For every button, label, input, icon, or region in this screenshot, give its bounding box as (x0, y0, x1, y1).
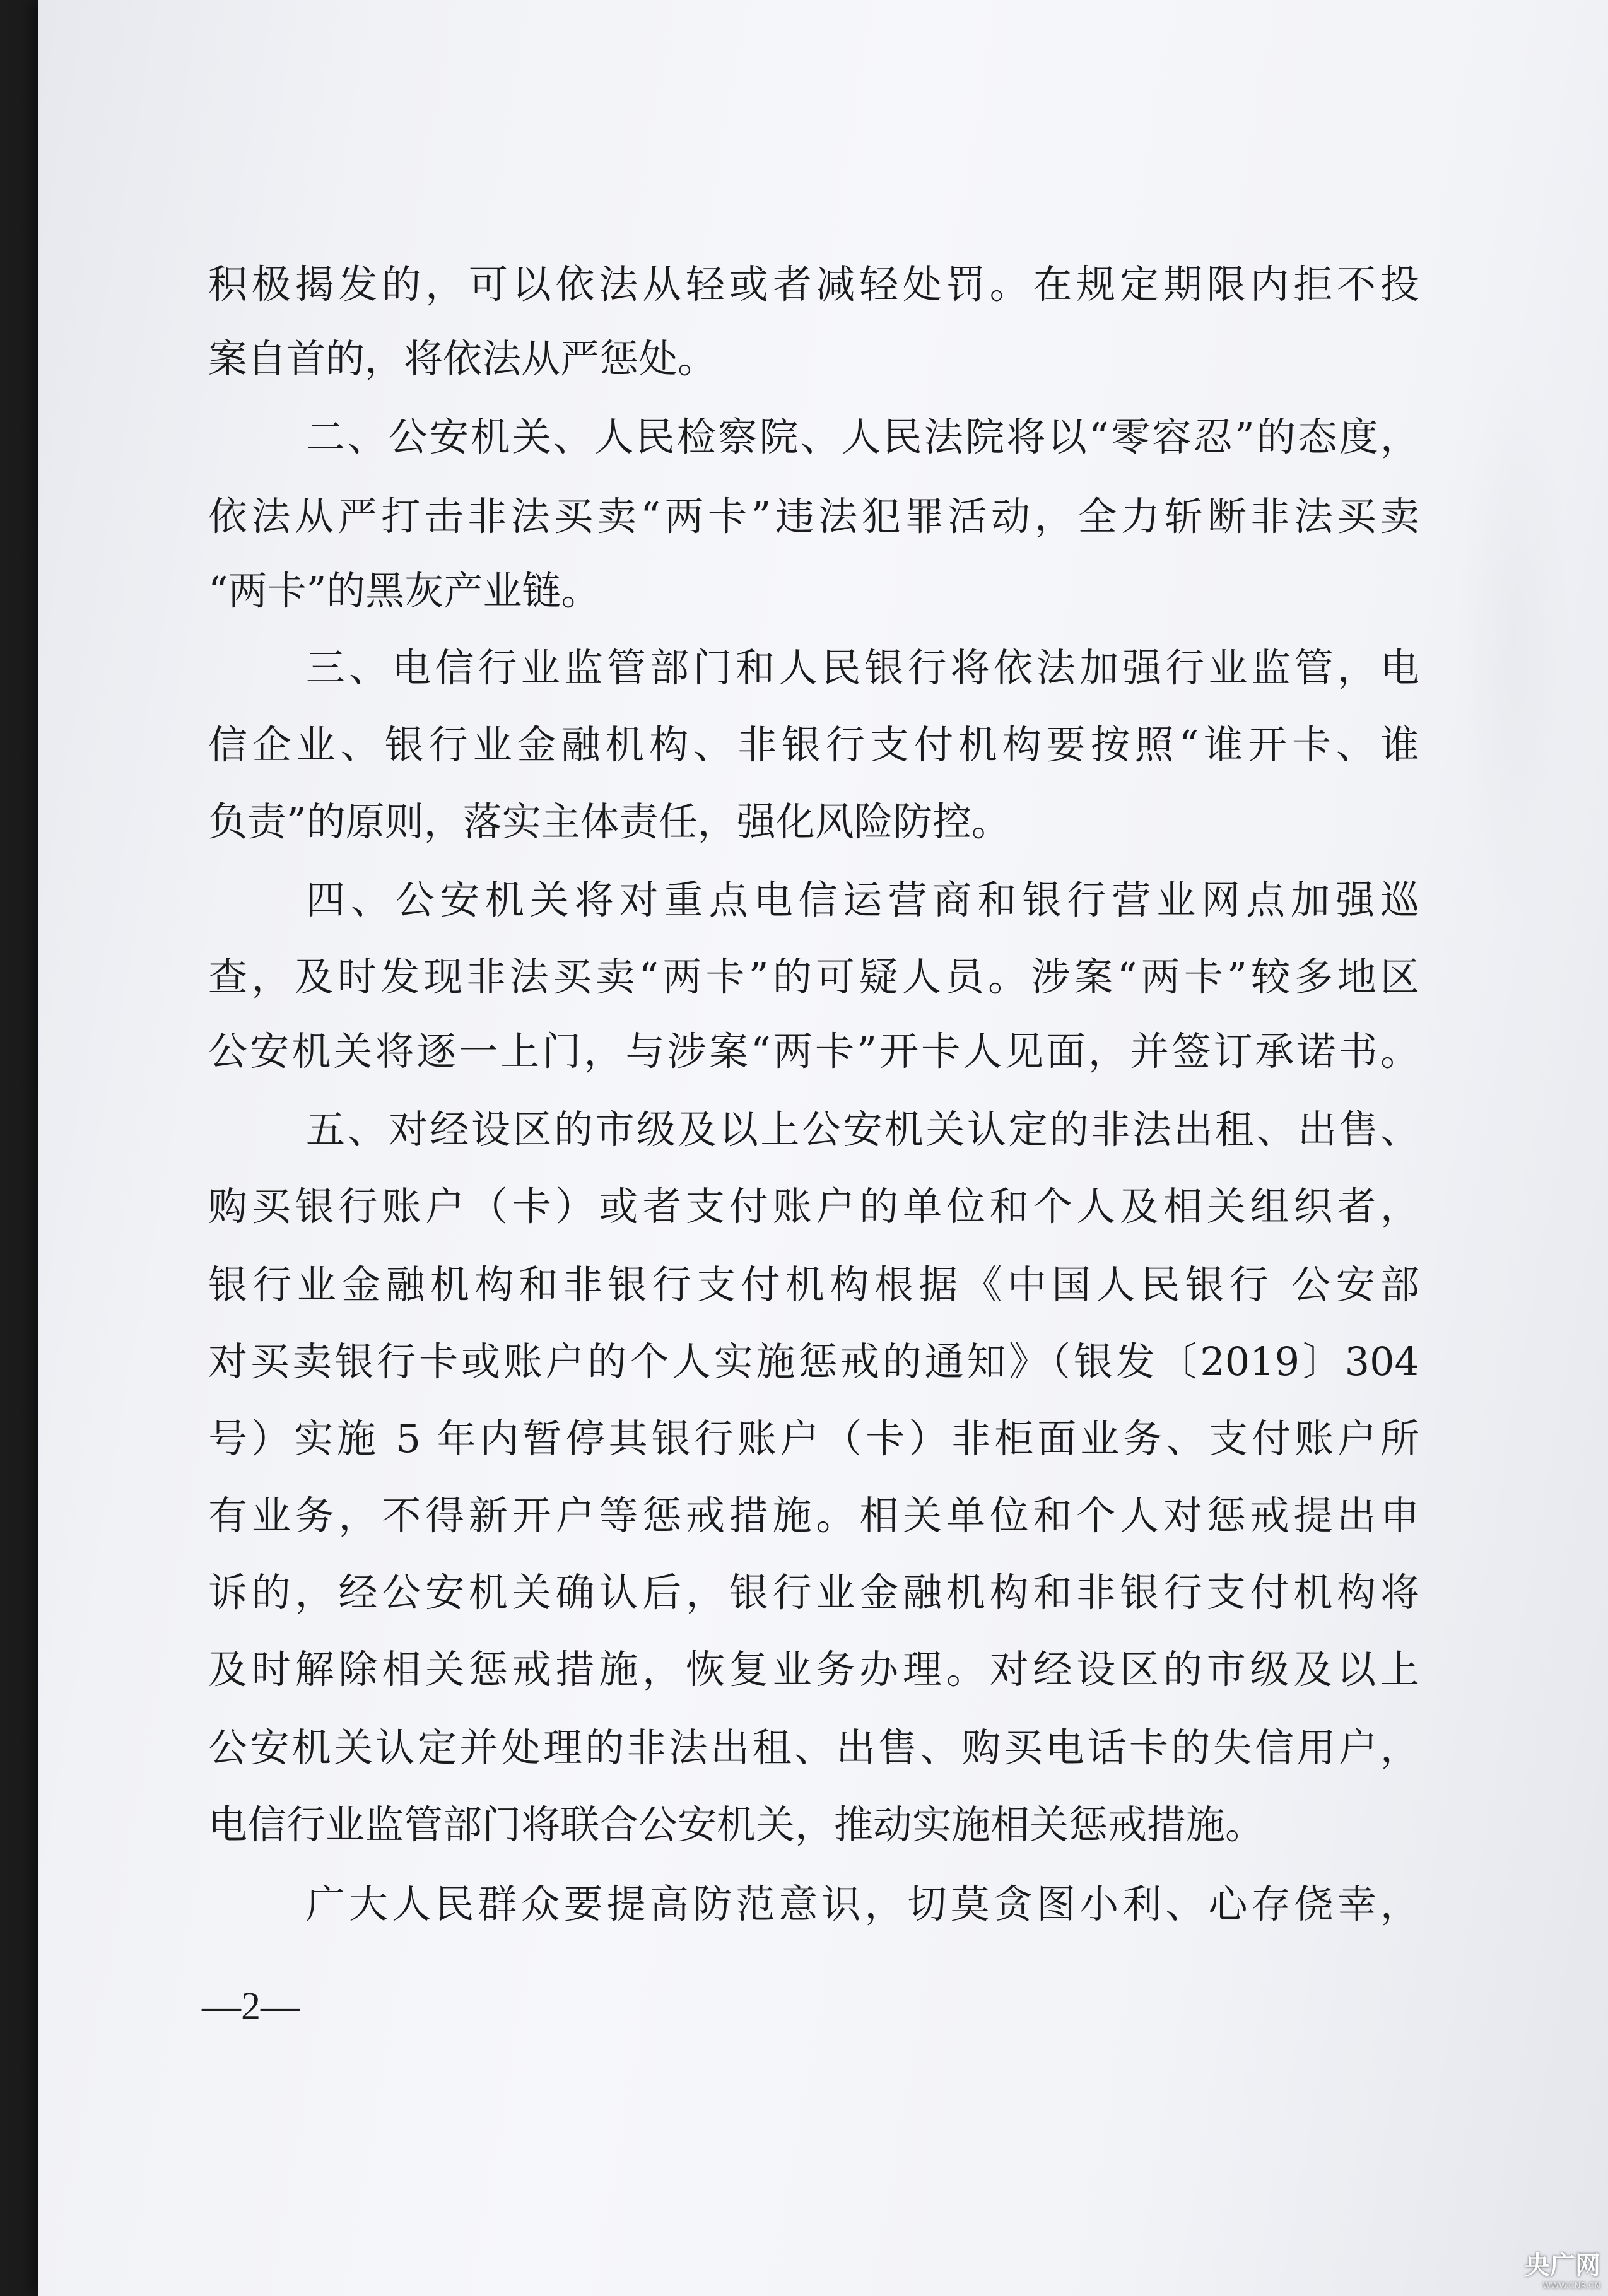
paragraph-4-line-2: 查，及时发现非法买卖“两卡”的可疑人员。涉案“两卡”较多地区 (208, 954, 1419, 1000)
paragraph-5-line-5: 号）实施 5 年内暂停其银行账户（卡）非柜面业务、支付账户所 (208, 1415, 1419, 1461)
paragraph-5-line-2: 购买银行账户（卡）或者支付账户的单位和个人及相关组织者， (208, 1183, 1419, 1229)
paragraph-5-line-10: 电信行业监管部门将联合公安机关，推动实施相关惩戒措施。 (208, 1801, 1265, 1848)
paragraph-2-line-3: “两卡”的黑灰产业链。 (208, 568, 601, 614)
paragraph-3-line-1: 三、电信行业监管部门和人民银行将依法加强行业监管，电 (306, 645, 1419, 691)
paragraph-5-line-9: 公安机关认定并处理的非法出租、出售、购买电话卡的失信用户， (208, 1725, 1419, 1771)
paragraph-5-line-3: 银行业金融机构和非银行支付机构根据《中国人民银行 公安部 (208, 1262, 1419, 1308)
paragraph-5-line-1: 五、对经设区的市级及以上公安机关认定的非法出租、出售、 (306, 1106, 1419, 1152)
watermark-text: 央广网 (1525, 2251, 1600, 2280)
paragraph-2-line-1: 二、公安机关、人民检察院、人民法院将以“零容忍”的态度， (306, 414, 1419, 460)
watermark-logo (1525, 2246, 1600, 2291)
paragraph-4-line-3: 公安机关将逐一上门，与涉案“两卡”开卡人见面，并签订承诺书。 (208, 1028, 1419, 1074)
body-line-2: 案自首的，将依法从严惩处。 (208, 336, 717, 382)
paragraph-4-line-1: 四、公安机关将对重点电信运营商和银行营业网点加强巡 (306, 877, 1419, 923)
watermark-subtext: WWW.CNR.CN (1542, 2281, 1600, 2291)
paragraph-2-line-2: 依法从严打击非法买卖“两卡”违法犯罪活动，全力斩断非法买卖 (208, 493, 1419, 539)
paragraph-3-line-2: 信企业、银行业金融机构、非银行支付机构要按照“谁开卡、谁 (208, 722, 1419, 768)
paragraph-5-line-7: 诉的，经公安机关确认后，银行业金融机构和非银行支付机构将 (208, 1569, 1419, 1615)
paragraph-3-line-3: 负责”的原则，落实主体责任，强化风险防控。 (208, 799, 1011, 845)
paragraph-5-line-4: 对买卖银行卡或账户的个人实施惩戒的通知》（银发〔2019〕304 (208, 1338, 1419, 1385)
paragraph-5-line-8: 及时解除相关惩戒措施，恢复业务办理。对经设区的市级及以上 (208, 1646, 1419, 1692)
paragraph-5-line-6: 有业务，不得新开户等惩戒措施。相关单位和个人对惩戒提出申 (208, 1492, 1419, 1538)
body-line-1: 积极揭发的，可以依法从轻或者减轻处罚。在规定期限内拒不投 (208, 261, 1419, 307)
paragraph-6-line-1: 广大人民群众要提高防范意识，切莫贪图小利、心存侥幸， (306, 1881, 1419, 1927)
page-number: —2— (202, 1985, 300, 2028)
